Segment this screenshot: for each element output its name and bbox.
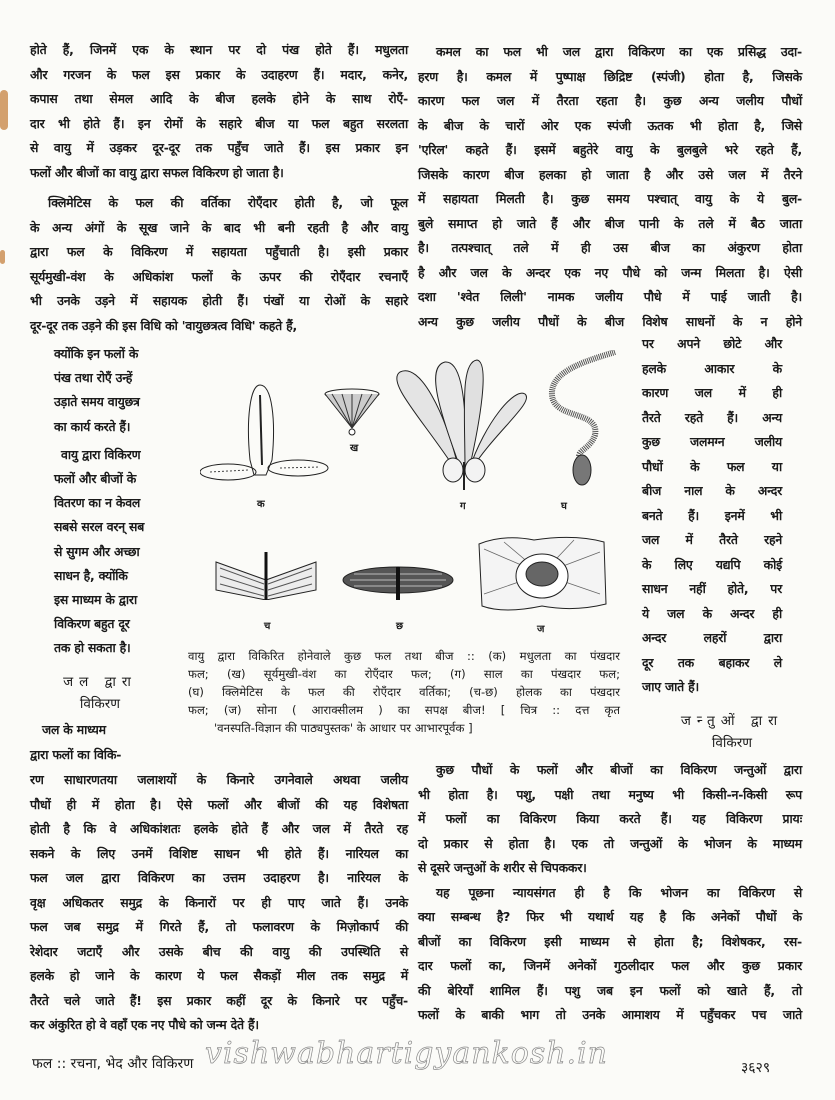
- text-line: बीज नाल के अन्दर: [642, 483, 782, 498]
- text-line: कमल का फल भी जल द्वारा विकिरण का एक प्रसिद्ध उदा-: [436, 44, 802, 59]
- text-line: तैरते चले जाते हैं! इस प्रकार कहीं दूर के किनारे पर पहुँच-: [30, 992, 408, 1008]
- watermark: vishwabhartigyankosh.in: [205, 1036, 608, 1071]
- text-line: 'एरिल' कहते हैं। इसमें बहुतेरे वायु के बुलबुले भरे रहते हैं,: [418, 142, 802, 157]
- text-line: वृक्ष अधिकतर समुद्र के किनारों पर ही पाए जाते हैं। उनके: [30, 894, 408, 910]
- figure-label-gha: घ: [561, 501, 567, 512]
- section-heading-line: विकिरण: [711, 735, 753, 751]
- text-line: पौधों ही में होता है। ऐसे फलों और बीजों की यह विशेषता: [30, 796, 408, 812]
- figure-illustration-cha: [212, 550, 322, 600]
- text-line: कपास तथा सेमल आदि के बीज हलके होने के साथ रोएँ-: [30, 91, 408, 106]
- text-line: दार फलों का, जिनमें अनेकों गुठलीदार फल और कुछ प्रकार: [418, 958, 802, 973]
- text-line: द्वारा फल के विकिरण में सहायता पहुँचाती है। इसी प्रकार: [30, 244, 408, 259]
- text-line: इस माध्यम के द्वारा: [54, 592, 138, 607]
- section-heading-line: जन्तुओं द्वारा: [680, 713, 784, 729]
- figure-label-ka: क: [257, 499, 265, 510]
- text-line: फलों के बाकी भाग तो उनके आमाशय में पहुँचकर पच जाते: [418, 1007, 802, 1022]
- text-line: रण साधारणतया जलाशयों के किनारे उगनेवाले अथवा जलीय: [30, 772, 408, 787]
- text-line: पर अपने छोटे और: [642, 336, 782, 351]
- text-line: दूर-दूर तक उड़ने की इस विधि को 'वायुछत्रत्व विधि' कहते हैं,: [30, 317, 298, 333]
- text-line: में सहायता मिलती है। कुछ समय पश्चात् वायु के ये बुल-: [418, 191, 802, 206]
- text-line: दूर तक बहाकर ले: [642, 654, 782, 670]
- text-line: कुछ पौधों के फलों और बीजों का विकिरण जन्तुओं द्वारा: [436, 762, 802, 777]
- section-heading-line: जल द्वारा: [63, 674, 137, 690]
- text-line: फल जब समुद्र में गिरते हैं, तो फलावरण के मिज़ोकार्प की: [30, 919, 408, 934]
- text-line: के अन्य अंगों के सूख जाने के बाद भी बनी रहती है और वायु: [30, 219, 408, 235]
- text-line: कारण फल जल में तैरता रहता है। कुछ अन्य जलीय पौधों: [418, 93, 802, 108]
- text-line: साधन नहीं होते, पर: [642, 581, 782, 596]
- figure-illustration-ja: [474, 534, 610, 614]
- text-line: है। तत्पश्चात् तले में ही उस बीज का अंकुरण होता: [418, 240, 802, 255]
- text-line: पंख तथा रोएँ उन्हें: [54, 370, 133, 386]
- text-line: जल में तैरते रहने: [642, 532, 782, 547]
- text-line: सकने के लिए उनमें विशिष्ट साधन भी होते हैं। नारियल का: [30, 845, 408, 861]
- text-line: से सुगम और अच्छा: [54, 543, 140, 559]
- text-line: तक हो सकता है।: [54, 640, 131, 656]
- text-line: हरण है। कमल में पुष्पाक्ष छिद्रिष्ट (स्पंजी) होता है, जिसके: [418, 68, 802, 84]
- running-footer-title: फल :: रचना, भेद और विकिरण: [32, 1056, 194, 1072]
- figure-illustration-chha: [340, 564, 460, 604]
- text-line: के बीज के चारों ओर एक स्पंजी ऊतक भी होता है, जिसे: [418, 117, 802, 133]
- text-line: का कार्य करते हैं।: [54, 418, 131, 434]
- text-line: दशा 'श्वेत लिली' नामक जलीय पौधे में पाई जाती है।: [418, 289, 802, 304]
- text-line: बनते हैं। इनमें भी: [642, 507, 782, 523]
- text-line: हलके आकार के: [642, 360, 782, 376]
- text-line: सबसे सरल वरन् सब: [54, 519, 145, 535]
- text-line: वायु द्वारा विकिरण: [61, 446, 141, 462]
- text-line: फलों और बीजों के: [54, 471, 137, 486]
- caption-line: (घ) क्लिमेटिस के फल की रोएँदार वर्तिका; (च-छ) होलक का पंखदार: [188, 685, 620, 699]
- caption-line: फल; (ज) सोना ( आराक्सीलम ) का सपक्ष बीज! [ चित्र :: दत्त कृत: [188, 703, 620, 717]
- text-line: क्या सम्बन्ध है? फिर भी यथार्थ यह है कि अनेकों पौधों के: [418, 909, 802, 924]
- figure-label-ja: ज: [537, 624, 545, 635]
- figure-label-ga: ग: [460, 501, 466, 512]
- text-line: रेशेदार जटाएँ और उसके बीच की वायु की उपस्थिति से: [30, 943, 408, 959]
- page-edge-stain: [0, 90, 8, 130]
- figure-label-chha: छ: [396, 621, 404, 632]
- figure-illustration-ga: [385, 352, 535, 492]
- text-line: की बेरियाँ शामिल हैं। पशु जब इन फलों को खाते हैं, तो: [418, 982, 802, 998]
- text-line: है और जल के अन्दर एक नए पौधे को जन्म मिलता है। ऐसी: [418, 264, 802, 280]
- text-line: क्योंकि इन फलों के: [54, 346, 139, 361]
- text-line: सूर्यमुखी-वंश के अधिकांश फलों के ऊपर की रोएँदार रचनाएँ: [30, 268, 408, 284]
- figure-label-cha: च: [264, 621, 271, 632]
- text-line: से दूसरे जन्तुओं के शरीर से चिपककर।: [418, 860, 587, 875]
- caption-line: फल; (ख) सूर्यमुखी-वंश का रोएँदार फल; (ग) साल का पंखदार फल;: [188, 667, 620, 681]
- text-line: द्वारा फलों का विकि-: [30, 746, 122, 762]
- text-line: यह पूछना न्यायसंगत ही है कि भोजन का विकिरण से: [436, 884, 802, 900]
- text-line: जाए जाते हैं।: [642, 679, 700, 694]
- figure-illustration-ka: [200, 380, 330, 490]
- caption-line: वायु द्वारा विकिरित होनेवाले कुछ फल तथा बीज :: (क) मधुलता का पंखदार: [188, 649, 620, 663]
- text-line: ये जल के अन्दर ही: [642, 605, 782, 621]
- figure-illustration-kha: [322, 388, 382, 438]
- text-line: होती है कि वे अधिकांशतः हलके होते हैं और जल में तैरते रह: [30, 821, 408, 836]
- text-line: कारण जल में ही: [642, 385, 782, 400]
- text-line: हलके हो जाने के कारण ये फल सैकड़ों मील तक समुद्र में: [30, 968, 408, 983]
- text-line: फलों और बीजों का वायु द्वारा सफल विकिरण हो जाता है।: [30, 164, 284, 180]
- text-line: साधन है, क्योंकि: [54, 567, 128, 583]
- text-line: बुले समाप्त हो जाते हैं और बीज पानी के तले में बैठ जाता: [418, 215, 802, 231]
- text-line: फल जल द्वारा विकिरण का उत्तम उदाहरण है। नारियल के: [30, 870, 408, 885]
- section-heading-line: विकिरण: [79, 696, 121, 712]
- figure-label-kha: ख: [350, 443, 359, 454]
- text-line: जिसके कारण बीज हलका हो जाता है और उसे जल में तैरने: [418, 166, 802, 182]
- text-line: उड़ाते समय वायुछत्र: [54, 394, 140, 410]
- text-line: से वायु में उड़कर दूर-दूर तक पहुँच जाते हैं। इस प्रकार इन: [30, 140, 408, 155]
- text-line: जल के माध्यम: [42, 722, 106, 737]
- text-line: कुछ जलमग्न जलीय: [642, 434, 782, 449]
- page-edge-stain: [0, 250, 5, 264]
- text-line: बीजों का विकिरण इसी माध्यम से होता है; विशेषकर, रस-: [418, 933, 802, 949]
- text-line: में फलों का विकिरण किया करते हैं। यह विकिरण प्रायः: [418, 811, 802, 826]
- text-line: दार भी होते हैं। इन रोमों के सहारे बीज या फल बहुत सरलता: [30, 115, 408, 131]
- page-number: ३६२९: [741, 1060, 771, 1076]
- text-line: वितरण का न केवल: [54, 495, 141, 511]
- text-line: विकिरण बहुत दूर: [54, 616, 130, 632]
- text-line: होते हैं, जिनमें एक के स्थान पर दो पंख होते हैं। मधुलता: [30, 42, 408, 57]
- text-line: पौधों के फल या: [642, 458, 782, 474]
- text-line: कर अंकुरित हो वे वहाँ एक नए पौधे को जन्म देते हैं।: [30, 1017, 259, 1032]
- caption-line: 'वनस्पति-विज्ञान की पाठ्यपुस्तक' के आधार पर आभारपूर्वक ]: [214, 721, 473, 735]
- text-line: और गरजन के फल इस प्रकार के उदाहरण हैं। मदार, कनेर,: [30, 66, 408, 82]
- text-line: के लिए यद्यपि कोई: [642, 556, 782, 572]
- text-line: भी होता है। पशु, पक्षी तथा मनुष्य भी किसी-न-किसी रूप: [418, 786, 802, 802]
- text-line: तैरते रहते हैं। अन्य: [642, 409, 782, 425]
- text-line: दो प्रकार से होता है। एक तो जन्तुओं के भोजन के माध्यम: [418, 835, 802, 851]
- text-line: क्लिमेटिस के फल की वर्तिका रोएँदार होती है, जो फूल: [48, 195, 408, 210]
- text-line: भी उनके उड़ने में सहायक होती हैं। पंखों या रोओं के सहारे: [30, 293, 408, 308]
- text-line: अन्य कुछ जलीय पौधों के बीज विशेष साधनों के न होने: [418, 313, 802, 329]
- text-line: अन्दर लहरों द्वारा: [642, 630, 782, 645]
- figure-illustration-gha: [540, 350, 620, 490]
